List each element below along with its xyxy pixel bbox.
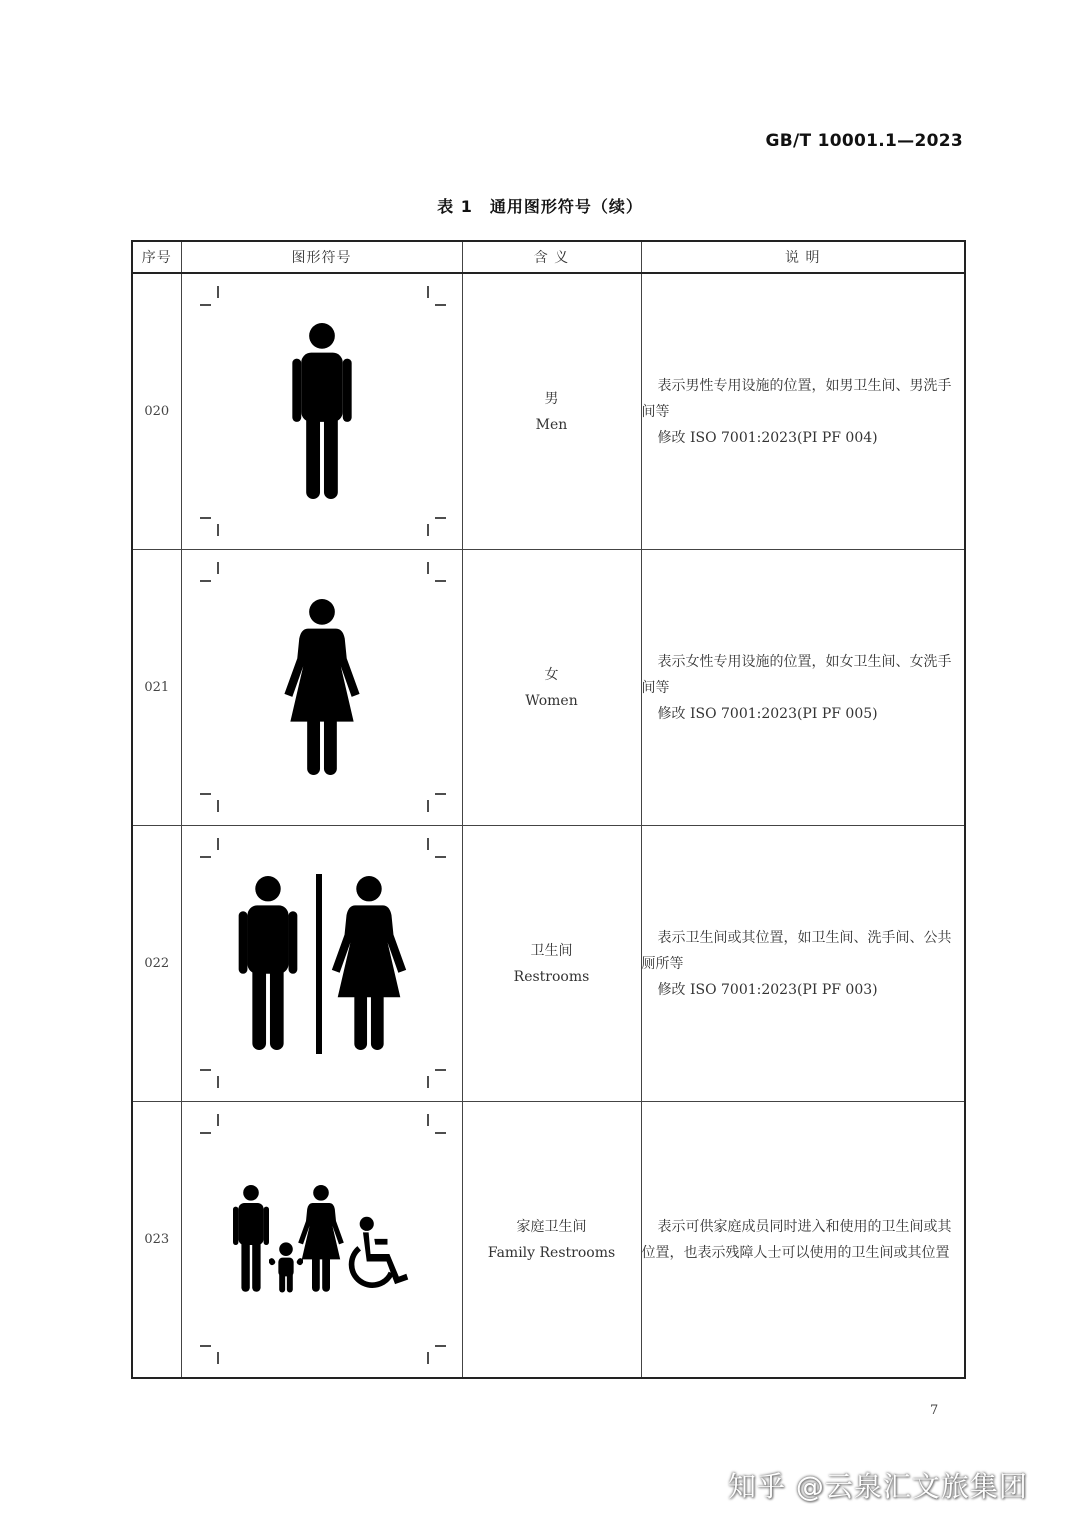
family-restroom-icon xyxy=(232,1185,412,1295)
row-symbol xyxy=(181,1102,462,1379)
row-seq: 021 xyxy=(132,550,181,826)
table-row xyxy=(132,1102,965,1379)
meaning-en: Family Restrooms xyxy=(487,1244,616,1261)
page-number: 7 xyxy=(930,1403,939,1418)
meaning-zh: 女 xyxy=(544,666,559,683)
row-symbol xyxy=(181,550,462,826)
col-header-description: 说 明 xyxy=(641,241,965,273)
table-title: 表 1 通用图形符号（续） xyxy=(437,197,643,216)
meaning-zh: 家庭卫生间 xyxy=(516,1218,587,1235)
meaning-en: Men xyxy=(535,416,568,433)
row-seq: 023 xyxy=(132,1102,181,1379)
meaning-zh: 男 xyxy=(544,390,559,407)
row-symbol xyxy=(181,273,462,550)
standard-code: GB/T 10001.1—2023 xyxy=(765,131,963,151)
table-row xyxy=(132,550,965,826)
restroom-icon xyxy=(237,874,407,1054)
table-row xyxy=(132,273,965,550)
meaning-en: Restrooms xyxy=(513,968,590,985)
row-meaning xyxy=(462,1102,641,1379)
symbols-table xyxy=(131,240,966,1379)
meaning-zh: 卫生间 xyxy=(530,942,573,959)
meaning-en: Women xyxy=(525,692,578,709)
description-text: 表示女性专用设施的位置，如女卫生间、女洗手间等 xyxy=(641,653,952,696)
row-seq: 020 xyxy=(132,273,181,550)
description-text: 表示男性专用设施的位置，如男卫生间、男洗手间等 xyxy=(641,377,952,420)
table-header-row xyxy=(132,241,965,273)
row-seq: 022 xyxy=(132,826,181,1102)
description-source: 修改 ISO 7001:2023(PI PF 003) xyxy=(657,981,878,998)
description-text: 表示可供家庭成员同时进入和使用的卫生间或其位置，也表示残障人士可以使用的卫生间或其位置 xyxy=(641,1218,952,1261)
row-description xyxy=(641,826,965,1102)
col-header-meaning: 含 义 xyxy=(462,241,641,273)
row-meaning xyxy=(462,273,641,550)
description-source: 修改 ISO 7001:2023(PI PF 004) xyxy=(657,429,878,446)
table-row xyxy=(132,826,965,1102)
watermark: 知乎 @云泉汇文旅集团 xyxy=(728,1470,1028,1503)
col-header-seq: 序号 xyxy=(132,241,181,273)
description-text: 表示卫生间或其位置，如卫生间、洗手间、公共厕所等 xyxy=(641,929,952,972)
row-description xyxy=(641,1102,965,1379)
row-symbol xyxy=(181,826,462,1102)
row-description xyxy=(641,550,965,826)
row-meaning xyxy=(462,550,641,826)
row-meaning xyxy=(462,826,641,1102)
col-header-symbol: 图形符号 xyxy=(181,241,462,273)
man-icon xyxy=(291,323,353,501)
woman-icon xyxy=(284,599,360,777)
row-description xyxy=(641,273,965,550)
description-source: 修改 ISO 7001:2023(PI PF 005) xyxy=(657,705,878,722)
